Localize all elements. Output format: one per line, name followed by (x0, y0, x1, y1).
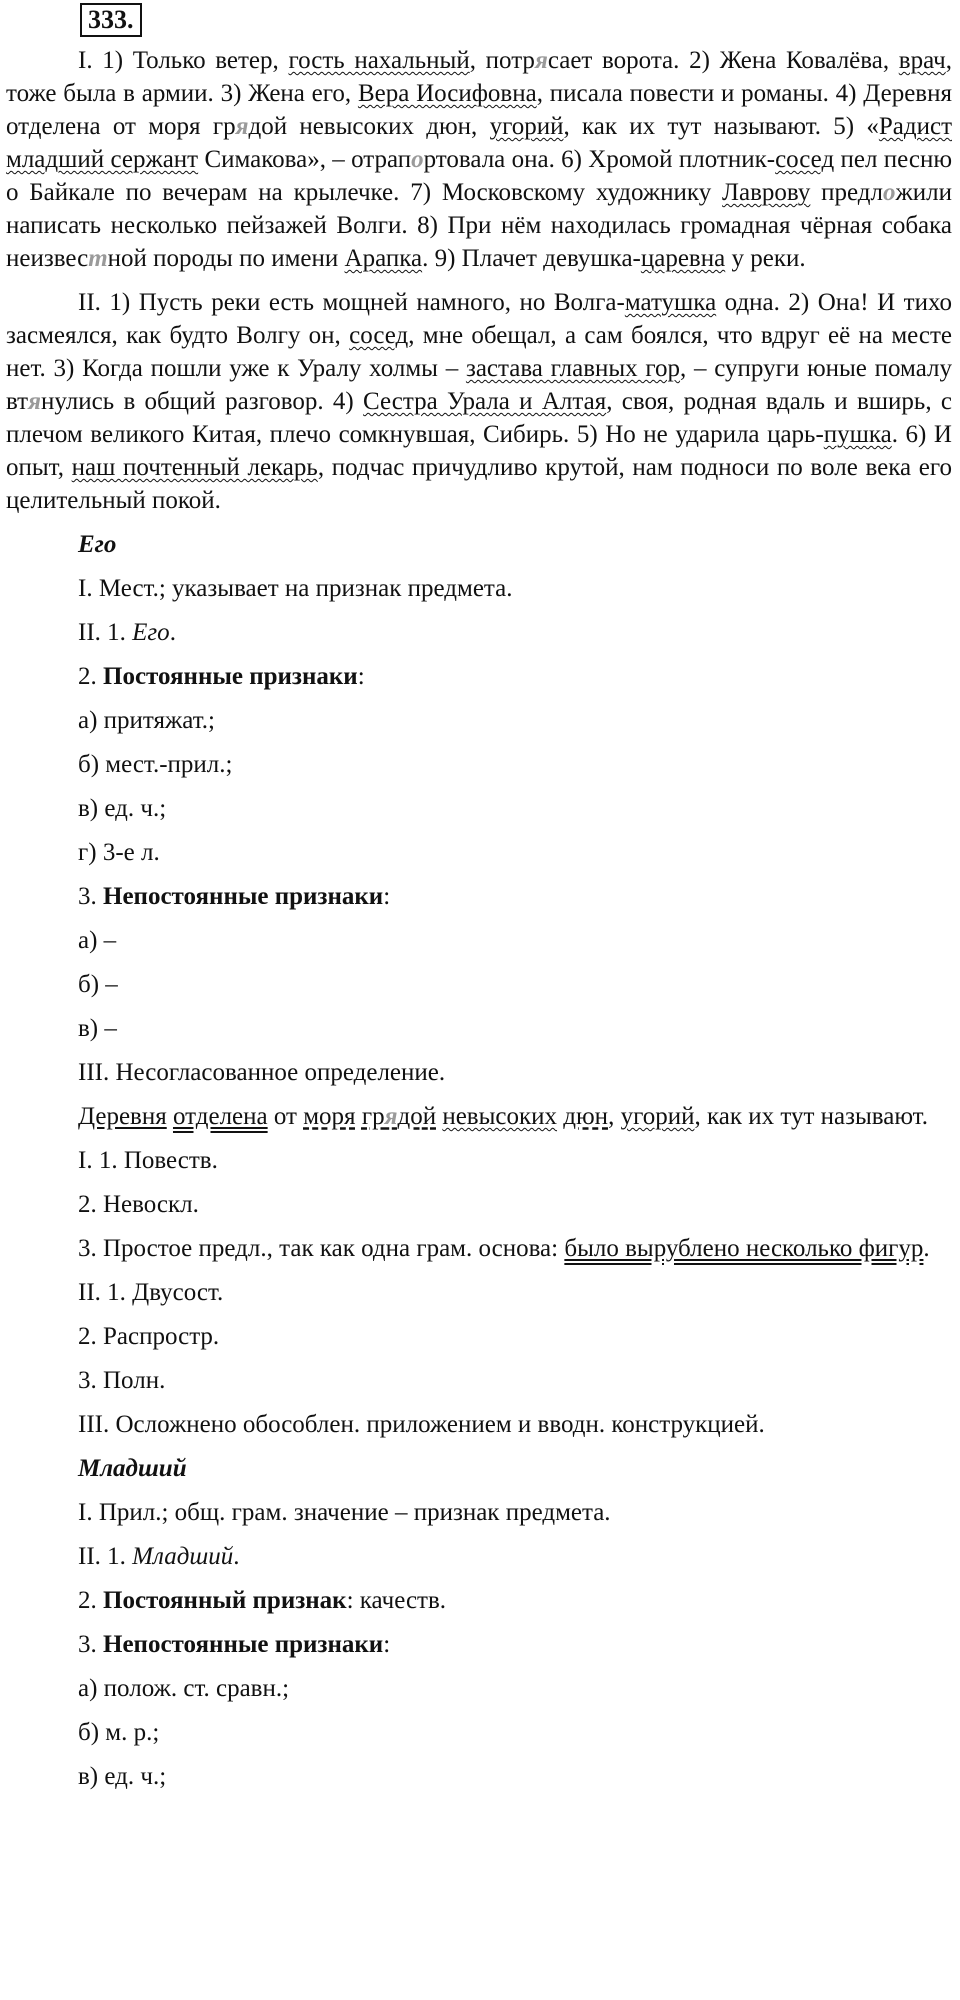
ego-line: г) 3-е л. (78, 839, 160, 866)
text-run: II. 1. (78, 1543, 133, 1570)
mladshiy-line: б) м. р.; (78, 1719, 160, 1746)
parsed-sentence (6, 1100, 952, 1133)
text-run: , потр (469, 47, 535, 74)
text-run: . 9) Плачет девушка- (422, 245, 641, 272)
mladshiy-line (6, 1540, 952, 1573)
analysis-line: 2. Невоскл. (78, 1191, 199, 1218)
text-run: 3. Простое предл., так как одна грам. основа: (78, 1235, 565, 1262)
text-run: наш почтенный лекарь (71, 454, 318, 481)
text-run: : качеств. (346, 1587, 447, 1614)
mladshiy-line: в) ед. ч.; (78, 1763, 167, 1790)
analysis-line: 2. Распростр. (78, 1323, 220, 1350)
text-run: дой (397, 1103, 437, 1130)
text-run: Младший (132, 1543, 234, 1570)
paragraph-part2 (6, 286, 952, 517)
document-body (6, 44, 952, 1804)
text-run: II. 1. (78, 619, 133, 646)
text-run: дой невысоких дюн, (248, 113, 490, 140)
text-run: сосед (349, 322, 409, 349)
exercise-number: 333. (80, 3, 142, 37)
text-run: ной породы по имени (107, 245, 345, 272)
text-run: Его (132, 619, 170, 646)
text-run: царевна (640, 245, 726, 272)
text-run: Постоянный признак (103, 1587, 347, 1614)
analysis-line: II. 1. Двусост. (78, 1279, 224, 1306)
text-run: гр (361, 1103, 385, 1130)
text-run: , мне обещал, а сам боялся, что вдруг её на месте нет. 3) Когда пошли уже к Уралу холмы – (6, 322, 952, 382)
text-run: нулись в общий разговор. 4) (41, 388, 364, 415)
text-run: гость нахальный (288, 47, 470, 74)
section-title-mladshiy: Младший (78, 1455, 187, 1482)
apposition-word: угорий (620, 1103, 695, 1130)
mladshiy-line (6, 1628, 952, 1661)
mladshiy-line: а) полож. ст. сравн.; (78, 1675, 290, 1702)
text-run: предл (810, 179, 883, 206)
text-run: , – супруги юные помалу вт (6, 355, 952, 415)
text-run: 2. (78, 1587, 103, 1614)
ego-line: б) – (78, 971, 118, 998)
text-run: I. 1) Только ветер, (78, 47, 289, 74)
text-run: застава главных гор (465, 355, 681, 382)
text-run: Арапка (344, 245, 423, 272)
highlighted-letter: я (534, 47, 548, 74)
subject-word: Деревня (78, 1103, 167, 1130)
section-title-ego: Его (78, 531, 117, 558)
text-run: одна. 2) Она! И тихо засмеялся, как будто Волгу он, (6, 289, 953, 349)
highlighted-letter: о (411, 146, 424, 173)
ego-line: в) ед. ч.; (78, 795, 167, 822)
text-run: : (383, 883, 391, 910)
text-run: : (357, 663, 365, 690)
analysis-line: 3. Полн. (78, 1367, 166, 1394)
text-run: Непостоянные признаки (103, 1631, 384, 1658)
ego-line: а) – (78, 927, 117, 954)
text-run: , своя, родная вдаль и вширь, с плечом великого Китая, плечо сомкнувшая, Сибирь. 5) Но не ударила царь- (6, 388, 952, 448)
ego-line (6, 660, 952, 693)
highlighted-letter: я (384, 1103, 398, 1130)
text-run: , подчас причудливо крутой, нам подноси по воле века его целительный покой. (6, 454, 952, 514)
ego-line: б) мест.-прил.; (78, 751, 233, 778)
text-run: Симакова», – отрап (198, 146, 412, 173)
text-run: Непостоянные признаки (103, 883, 384, 910)
text-run: пел песню о Байкале по вечерам на крылечке. 7) Московскому художнику (6, 146, 953, 206)
ego-line (6, 616, 952, 649)
mladshiy-line (6, 1584, 952, 1617)
ego-line: I. Мест.; указывает на признак предмета. (78, 575, 513, 602)
text-run: Постоянные признаки (103, 663, 358, 690)
analysis-line: I. 1. Повеств. (78, 1147, 218, 1174)
text-run: сает ворота. 2) Жена Ковалёва, (547, 47, 899, 74)
attribute-word: невысоких (442, 1103, 558, 1130)
text-run: Лаврову (722, 179, 811, 206)
text-run: , писала повести и романы. 4) Деревня отделена от моря гр (6, 80, 952, 140)
grammatical-basis: было вырублено несколько фигур (564, 1235, 924, 1262)
text-run: от (267, 1103, 304, 1130)
mladshiy-line: I. Прил.; общ. грам. значение – признак предмета. (78, 1499, 611, 1526)
ego-line: в) – (78, 1015, 117, 1042)
text-run: пушка (823, 421, 892, 448)
object-word: моря (303, 1103, 356, 1130)
text-run: II. 1) Пусть реки есть мощней намного, но Волга- (78, 289, 625, 316)
ego-line: а) притяжат.; (78, 707, 215, 734)
text-run: , как их тут называют. (694, 1103, 928, 1130)
ego-line (6, 880, 952, 913)
text-run: Радист младший сержант (6, 113, 952, 173)
highlighted-letter: я (28, 388, 41, 415)
text-run: матушка (624, 289, 717, 316)
text-run: . (233, 1543, 240, 1570)
ego-line: III. Несогласованное определение. (78, 1059, 446, 1086)
highlighted-letter: я (235, 113, 249, 140)
text-run: , (608, 1103, 621, 1130)
text-run: врач (898, 47, 946, 74)
text-run: Сестра Урала и Алтая (363, 388, 607, 415)
text-run: ртовала она. 6) Хромой плотник- (423, 146, 776, 173)
text-run: . 6) И опыт, (6, 421, 952, 481)
text-run: 2. (78, 663, 103, 690)
text-run: сосед (775, 146, 835, 173)
text-run: угорий (489, 113, 564, 140)
text-run: жили написать несколько пейзажей Волги. 8) При нём находилась громадная чёрная собака неизвес (6, 179, 952, 272)
text-run: у реки. (725, 245, 806, 272)
analysis-line: III. Осложнено обособлен. приложением и вводн. конструкцией. (78, 1411, 765, 1438)
text-run: 3. (78, 1631, 103, 1658)
object-word: дюн (563, 1103, 609, 1130)
analysis-line (6, 1232, 952, 1265)
text-run: , как их тут называют. 5) « (563, 113, 879, 140)
text-run: . (169, 619, 176, 646)
text-run: : (383, 1631, 391, 1658)
text-run: , тоже была в армии. 3) Жена его, (6, 47, 952, 107)
text-run: Вера Иосифовна (357, 80, 537, 107)
highlighted-letter: о (882, 179, 896, 206)
text-run: . (923, 1235, 930, 1262)
paragraph-part1 (6, 44, 952, 275)
highlighted-letter: т (88, 245, 108, 272)
text-run: 3. (78, 883, 103, 910)
predicate-word: отделена (172, 1103, 268, 1130)
